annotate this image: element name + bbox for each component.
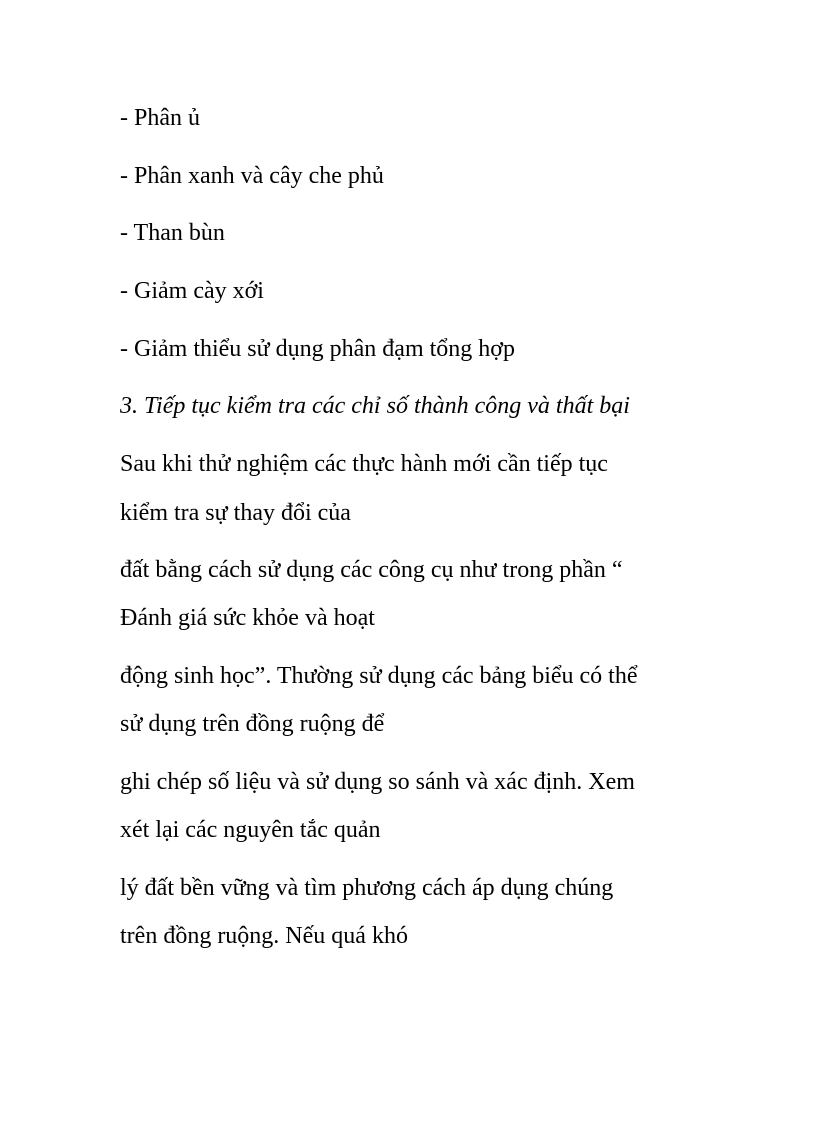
section-heading: 3. Tiếp tục kiểm tra các chỉ số thành công và thất bại [120, 393, 630, 419]
bullet-item: - Giảm cày xới [120, 278, 264, 304]
paragraph-line: Đánh giá sức khỏe và hoạt [120, 605, 375, 631]
paragraph-line: trên đồng ruộng. Nếu quá khó [120, 923, 408, 949]
paragraph-line: ghi chép số liệu và sử dụng so sánh và xác định. Xem [120, 769, 635, 795]
paragraph-line: động sinh học”. Thường sử dụng các bảng biểu có thể [120, 663, 638, 689]
paragraph-line: Sau khi thử nghiệm các thực hành mới cần tiếp tục [120, 451, 608, 477]
bullet-item: - Giảm thiểu sử dụng phân đạm tổng hợp [120, 336, 515, 362]
bullet-item: - Than bùn [120, 220, 225, 246]
paragraph-line: xét lại các nguyên tắc quản [120, 817, 381, 843]
paragraph-line: lý đất bền vững và tìm phương cách áp dụng chúng [120, 875, 614, 901]
paragraph-line: sử dụng trên đồng ruộng để [120, 711, 385, 737]
bullet-item: - Phân ủ [120, 105, 200, 131]
paragraph-line: đất bằng cách sử dụng các công cụ như trong phần “ [120, 557, 623, 583]
bullet-item: - Phân xanh và cây che phủ [120, 163, 384, 189]
paragraph-line: kiểm tra sự thay đổi của [120, 500, 351, 526]
